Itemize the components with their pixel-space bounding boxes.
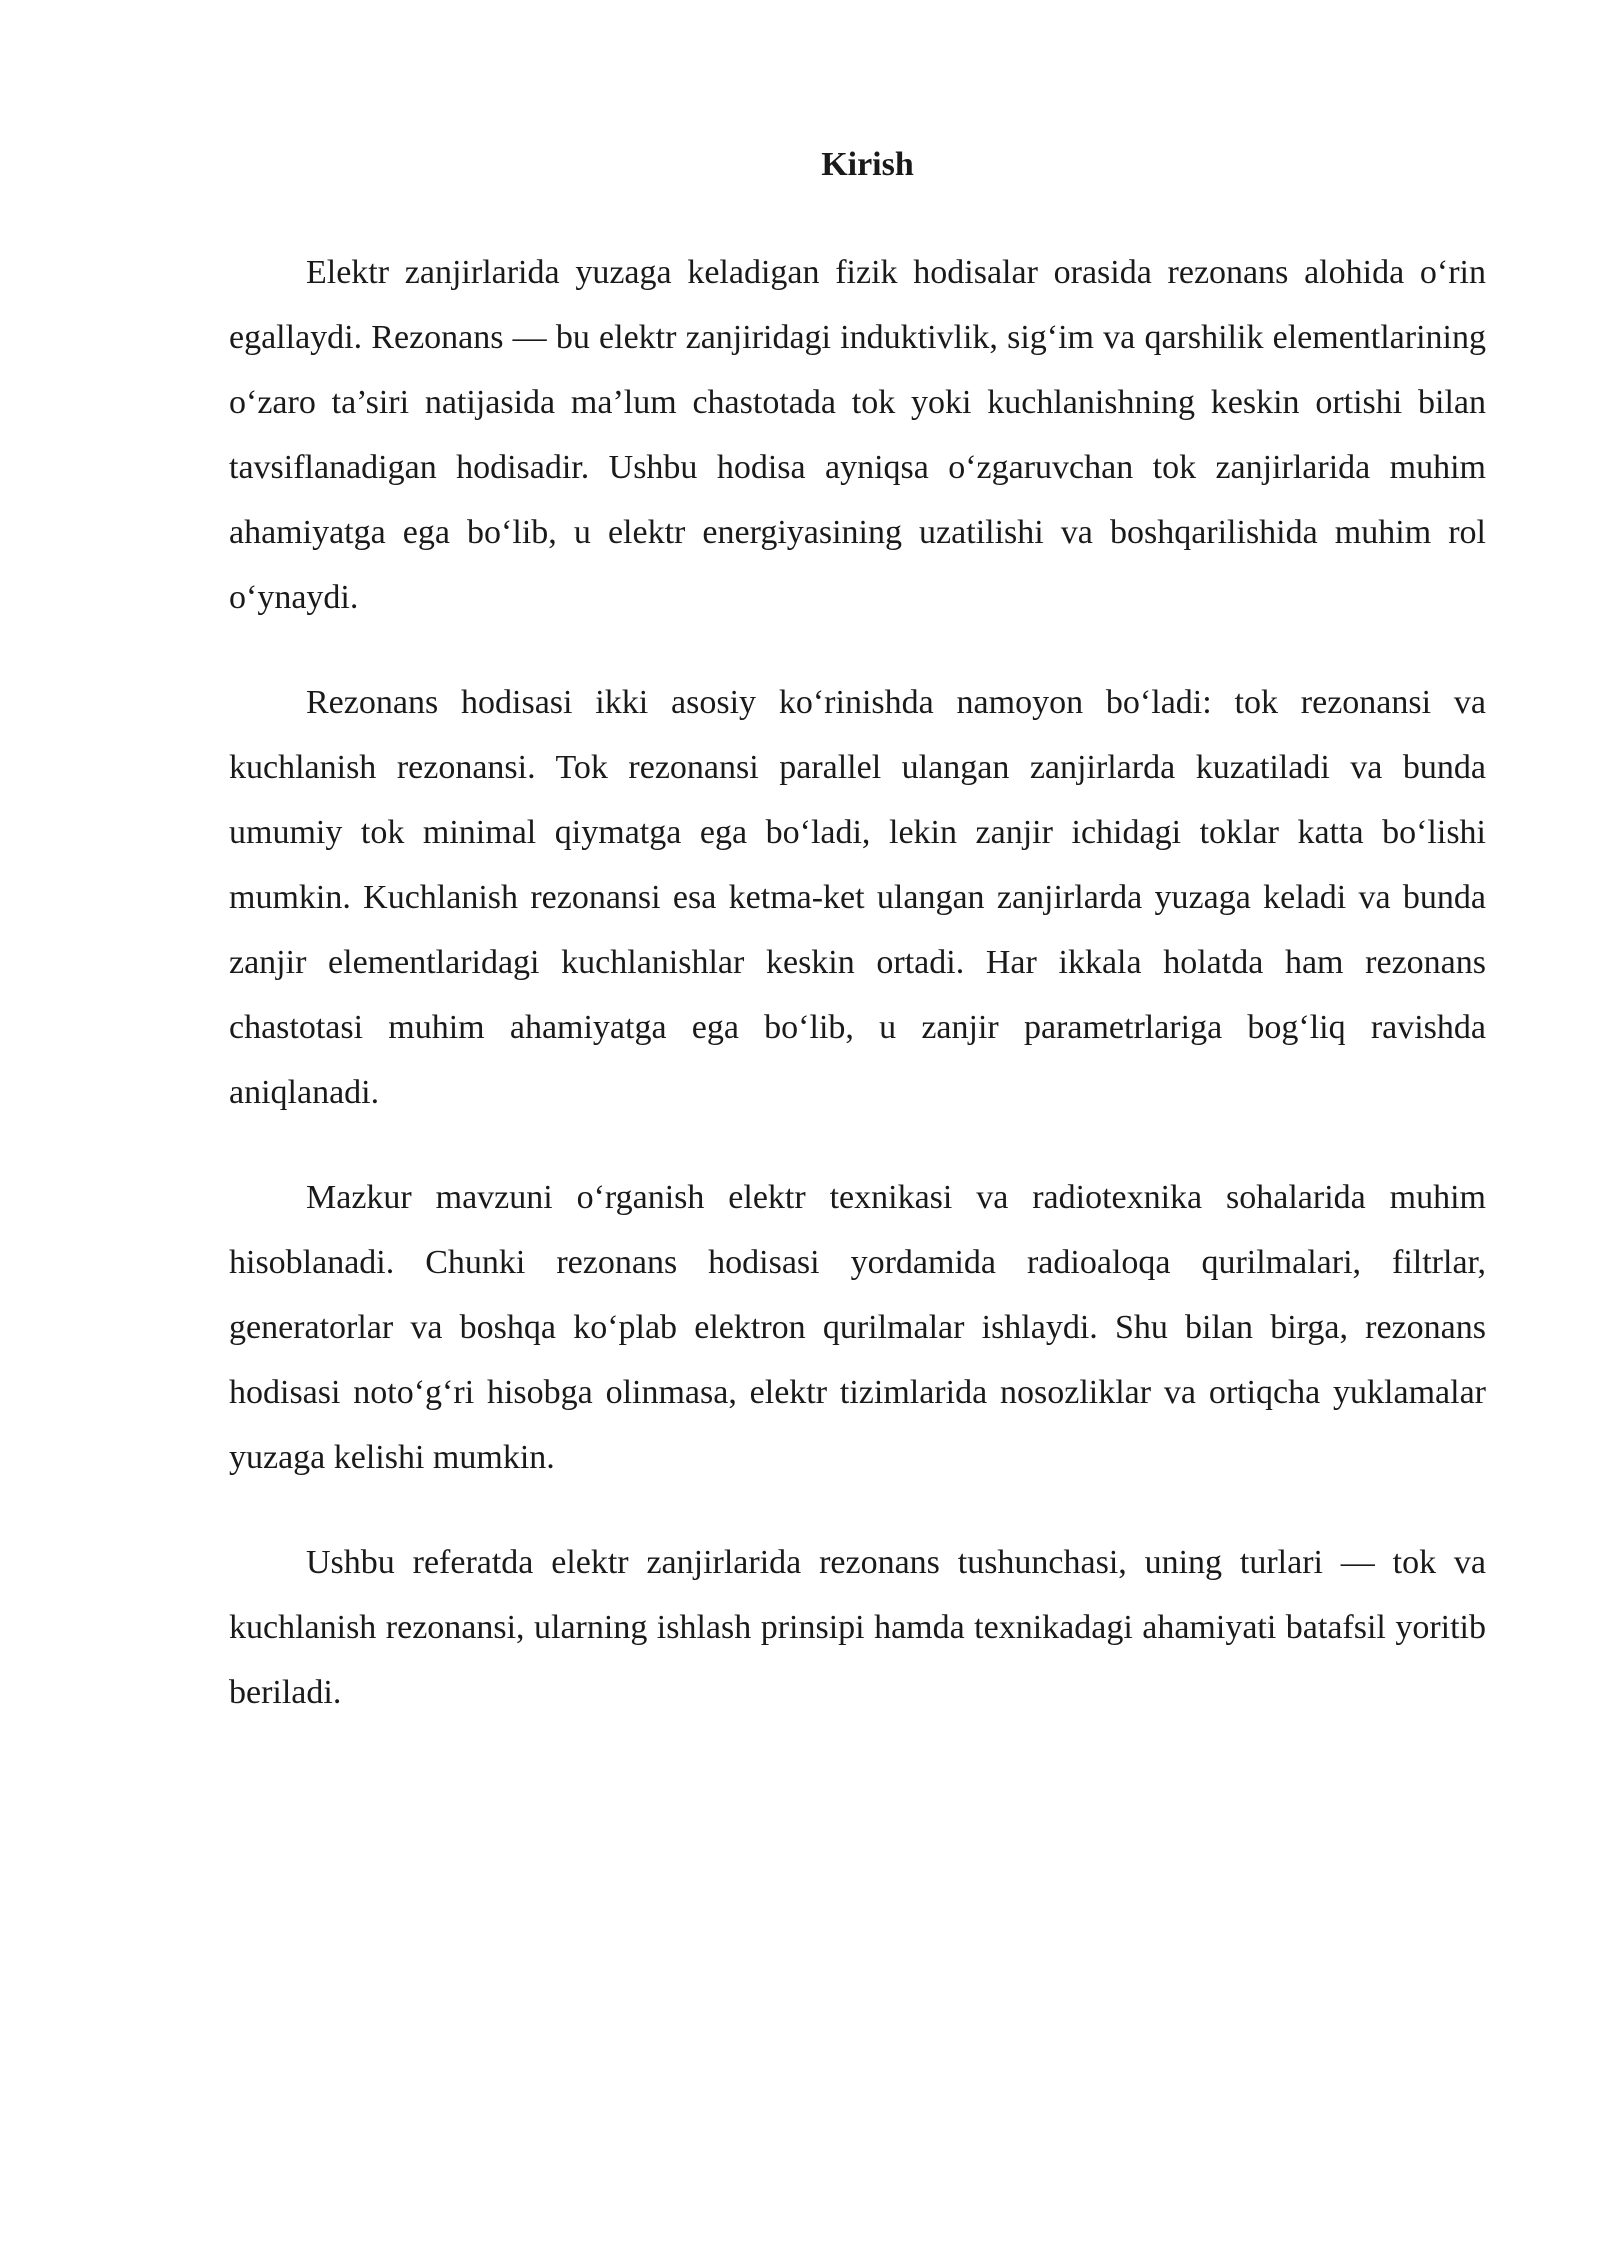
- page-title: Kirish: [821, 146, 914, 183]
- paragraph-2: Rezonans hodisasi ikki asosiy ko‘rinishda namoyon bo‘ladi: tok rezonansi va kuchlanish rezonansi. Tok rezonansi parallel ulangan zanjirlarda kuzatiladi va bunda umumiy tok minimal qiymatga ega bo‘ladi, lekin zanjir ichidagi toklar katta bo‘lishi mumkin. Kuchlanish rezonansi esa ketma-ket ulangan zanjirlarda yuzaga keladi va bunda zanjir elementlaridagi kuchlanishlar keskin ortadi. Har ikkala holatda ham rezonans chastotasi muhim ahamiyatga ega bo‘lib, u zanjir parametrlariga bog‘liq ravishda aniqlanadi.: [229, 684, 1486, 1111]
- paragraph-3: Mazkur mavzuni o‘rganish elektr texnikasi va radiotexnika sohalarida muhim hisoblanadi. Chunki rezonans hodisasi yordamida radioaloqa qurilmalari, filtrlar, generatorlar va boshqa ko‘plab elektron qurilmalar ishlaydi. Shu bilan birga, rezonans hodisasi noto‘g‘ri hisobga olinmasa, elektr tizimlarida nosozliklar va ortiqcha yuklamalar yuzaga kelishi mumkin.: [229, 1179, 1486, 1476]
- paragraph-4: Ushbu referatda elektr zanjirlarida rezonans tushunchasi, uning turlari — tok va kuchlanish rezonansi, ularning ishlash prinsipi hamda texnikadagi ahamiyati batafsil yoritib beriladi.: [229, 1544, 1486, 1711]
- document-body: [229, 148, 1486, 1765]
- paragraph-1: Elektr zanjirlarida yuzaga keladigan fizik hodisalar orasida rezonans alohida o‘rin egallaydi. Rezonans — bu elektr zanjiridagi induktivlik, sig‘im va qarshilik elementlarining o‘zaro ta’siri natijasida ma’lum chastotada tok yoki kuchlanishning keskin ortishi bilan tavsiflanadigan hodisadir. Ushbu hodisa ayniqsa o‘zgaruvchan tok zanjirlarida muhim ahamiyatga ega bo‘lib, u elektr energiyasining uzatilishi va boshqarilishida muhim rol o‘ynaydi.: [229, 254, 1486, 616]
